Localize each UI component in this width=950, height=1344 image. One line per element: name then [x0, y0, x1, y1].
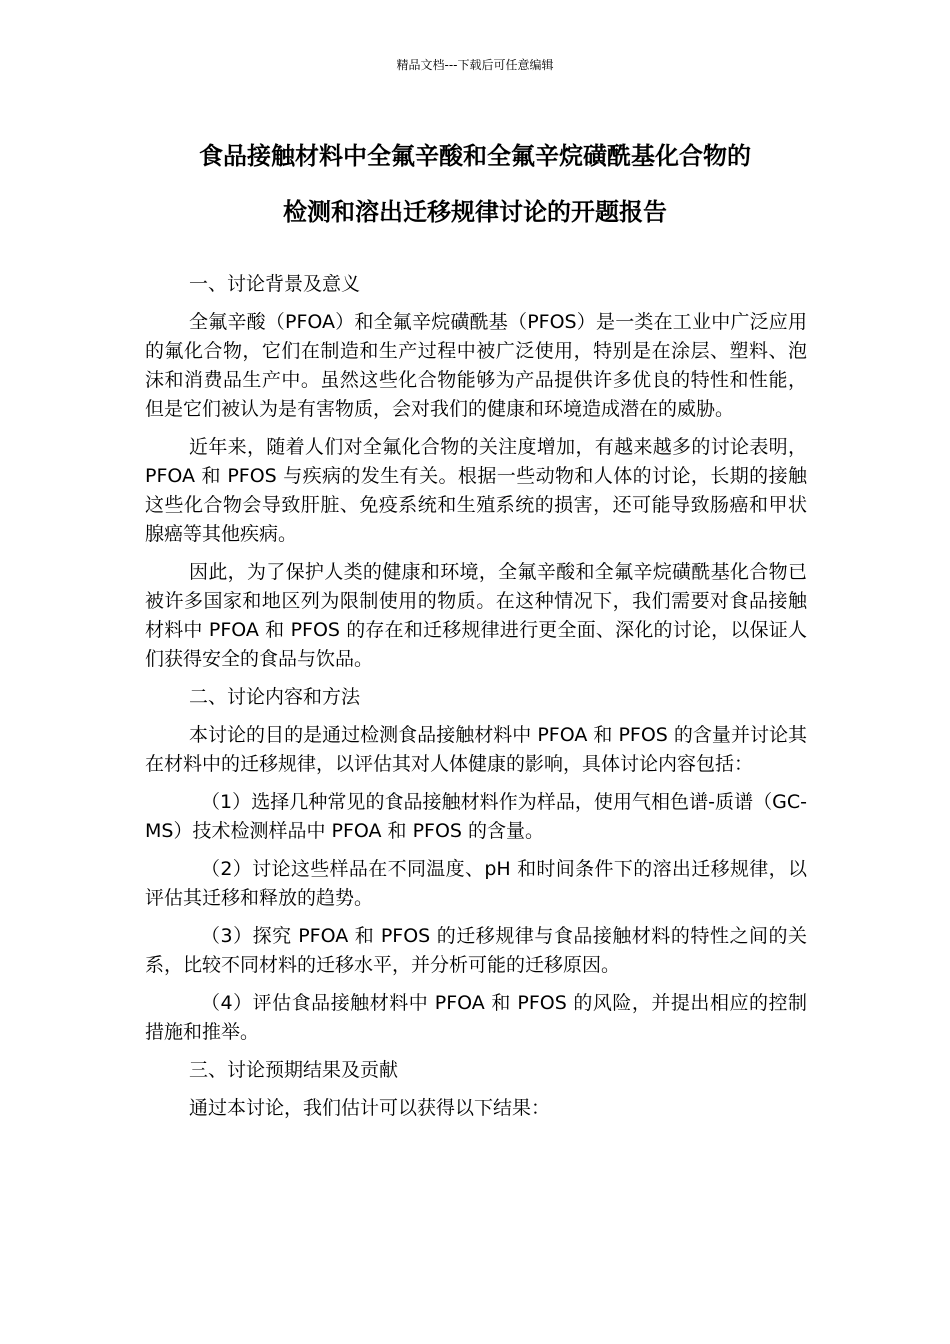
section-2-heading: 二、讨论内容和方法 [189, 686, 361, 708]
section-2-paragraph-1: 本讨论的目的是通过检测食品接触材料中 PFOA 和 PFOS 的含量并讨论其在材料中的迁移规律，以评估其对人体健康的影响，具体讨论内容包括： [145, 724, 807, 775]
document-title-line-2: 检测和溶出迁移规律讨论的开题报告 [283, 198, 667, 226]
section-2-item-1: （1）选择几种常见的食品接触材料作为样品，使用气相色谱-质谱（GC-MS）技术检测样品中 PFOA 和 PFOS 的含量。 [145, 791, 807, 842]
section-1-paragraph-2: 近年来，随着人们对全氟化合物的关注度增加，有越来越多的讨论表明，PFOA 和 PFOS 与疾病的发生有关。根据一些动物和人体的讨论，长期的接触这些化合物会导致肝脏、免疫系统和生殖系统的损害，还可能导致肠癌和甲状腺癌等其他疾病。 [145, 436, 807, 545]
section-2-item-4: （4）评估食品接触材料中 PFOA 和 PFOS 的风险，并提出相应的控制措施和推举。 [145, 992, 807, 1043]
section-1-paragraph-1: 全氟辛酸（PFOA）和全氟辛烷磺酰基（PFOS）是一类在工业中广泛应用的氟化合物，它们在制造和生产过程中被广泛使用，特别是在涂层、塑料、泡沫和消费品生产中。虽然这些化合物能够为产品提供许多优良的特性和性能，但是它们被认为是有害物质，会对我们的健康和环境造成潜在的威胁。 [145, 311, 807, 420]
section-2-item-3: （3）探究 PFOA 和 PFOS 的迁移规律与食品接触材料的特性之间的关系，比较不同材料的迁移水平，并分析可能的迁移原因。 [145, 925, 807, 976]
section-3-heading: 三、讨论预期结果及贡献 [189, 1059, 399, 1081]
section-1-heading: 一、讨论背景及意义 [189, 273, 361, 295]
document-title-line-1: 食品接触材料中全氟辛酸和全氟辛烷磺酰基化合物的 [199, 142, 751, 170]
page-header-note: 精品文档---下载后可任意编辑 [396, 58, 554, 72]
document-body [145, 270, 807, 1132]
section-1-paragraph-3: 因此，为了保护人类的健康和环境，全氟辛酸和全氟辛烷磺酰基化合物已被许多国家和地区列为限制使用的物质。在这种情况下，我们需要对食品接触材料中 PFOA 和 PFOS 的存在和迁移规律进行更全面、深化的讨论，以保证人们获得安全的食品与饮品。 [145, 561, 807, 670]
section-2-item-2: （2）讨论这些样品在不同温度、pH 和时间条件下的溶出迁移规律，以评估其迁移和释放的趋势。 [145, 858, 807, 909]
section-3-paragraph-1: 通过本讨论，我们估计可以获得以下结果： [189, 1097, 551, 1119]
